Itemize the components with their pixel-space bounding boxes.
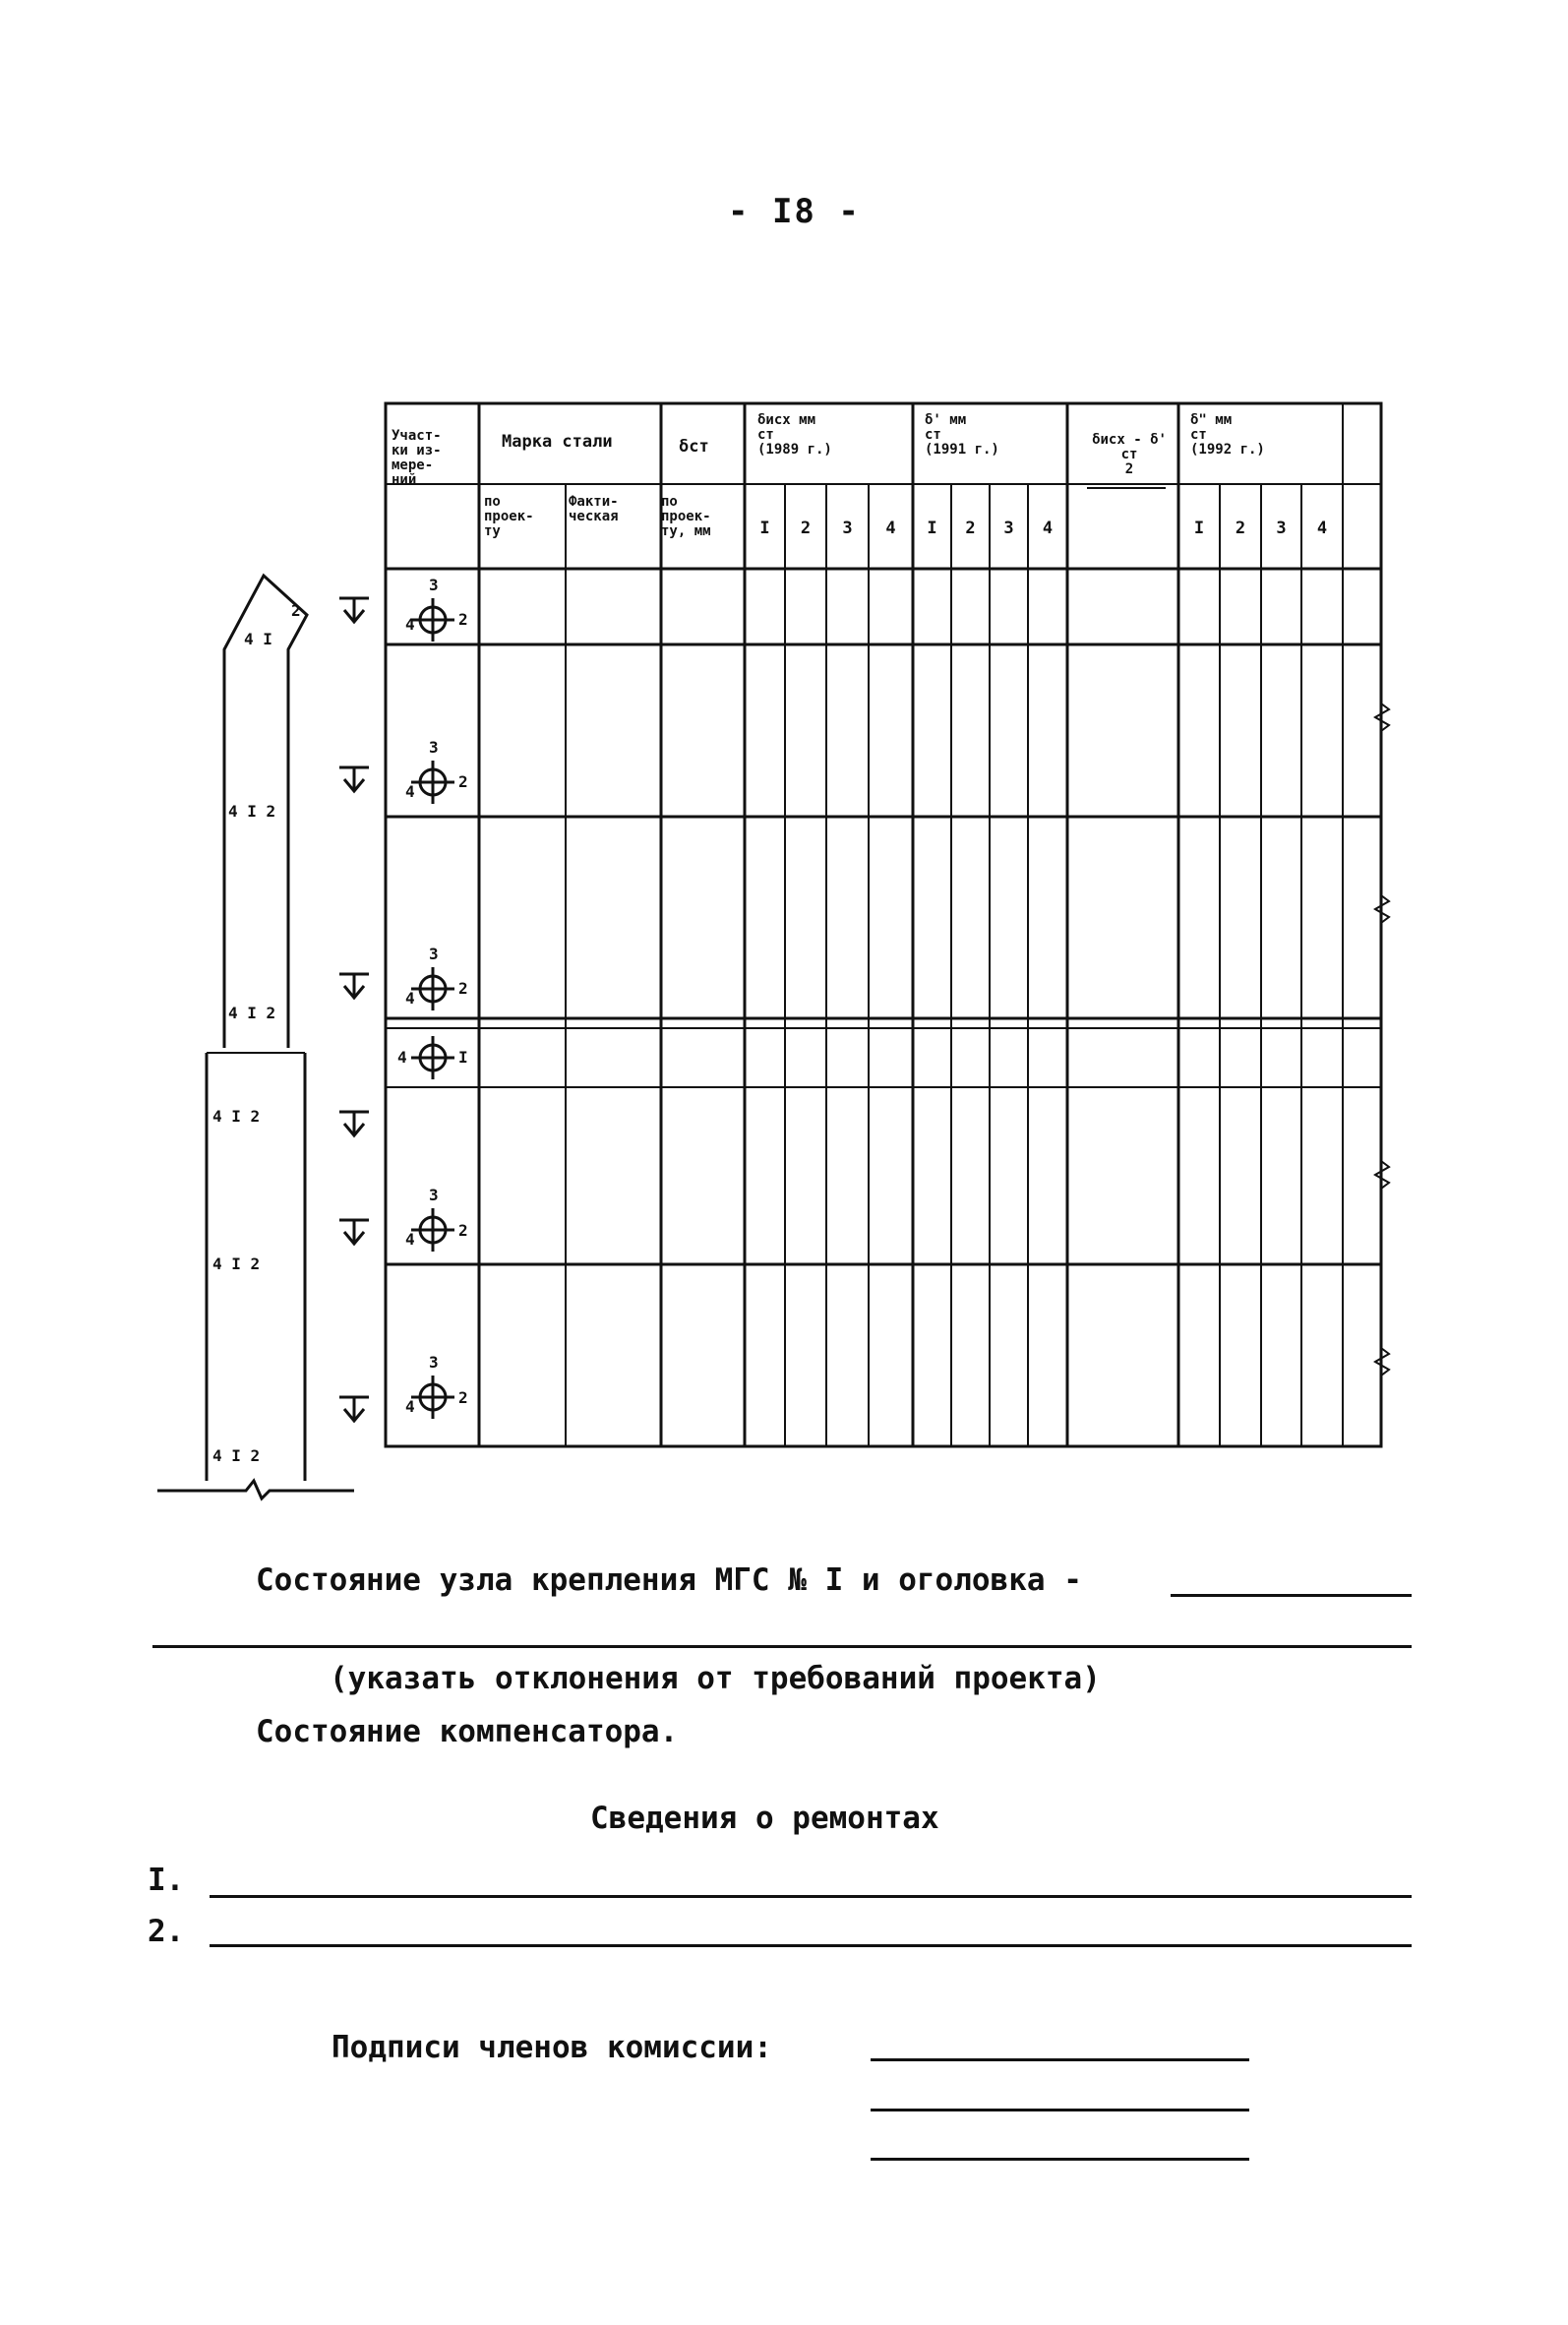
signature-line-1[interactable]	[871, 2058, 1249, 2061]
header-section: Участ- ки из- мере- ний	[392, 428, 442, 488]
svg-text:3: 3	[429, 738, 439, 757]
level-markers	[339, 598, 369, 1421]
svg-text:4: 4	[405, 782, 415, 801]
repair-item-2-line[interactable]	[210, 1944, 1412, 1947]
page-number: - I8 -	[728, 192, 861, 231]
subcol-1992-1: I	[1193, 519, 1205, 538]
svg-text:2: 2	[458, 979, 468, 998]
header-thickness: δст	[679, 437, 709, 457]
table-frame	[386, 403, 1381, 1446]
svg-text:4 I 2: 4 I 2	[212, 1446, 261, 1465]
svg-text:2: 2	[458, 1221, 468, 1240]
svg-text:3: 3	[429, 1353, 439, 1372]
repair-item-1-line[interactable]	[210, 1895, 1412, 1898]
subcol-1992-4: 4	[1316, 519, 1328, 538]
subcol-1989-4: 4	[885, 519, 896, 538]
subcol-1989-3: 3	[842, 519, 853, 538]
subcol-1991-2: 2	[965, 519, 976, 538]
header-steel: Марка стали	[502, 432, 613, 452]
signatures-label: Подписи членов комиссии:	[332, 2030, 772, 2065]
subcol-1991-1: I	[927, 519, 937, 538]
svg-text:4 I 2: 4 I 2	[228, 802, 276, 821]
subcol-1989-2: 2	[800, 519, 812, 538]
subcol-1992-3: 3	[1276, 519, 1287, 538]
repairs-title: Сведения о ремонтах	[590, 1801, 939, 1836]
header-group-1992: δ" мм ст (1992 г.)	[1190, 412, 1265, 458]
note-label: (указать отклонения от требований проекта)	[330, 1661, 1101, 1696]
svg-text:3: 3	[429, 945, 439, 963]
svg-text:2: 2	[458, 772, 468, 791]
svg-text:2: 2	[458, 610, 468, 629]
subcol-1991-4: 4	[1042, 519, 1054, 538]
mgs-state-blank[interactable]	[1171, 1594, 1412, 1597]
header-steel-project: по проек- ту	[484, 494, 534, 539]
section-symbols	[411, 598, 454, 1419]
header-steel-actual: Факти- ческая	[569, 494, 619, 524]
header-group-1989: δисх мм ст (1989 г.)	[757, 412, 832, 458]
svg-text:2: 2	[458, 1388, 468, 1407]
svg-text:4 I 2: 4 I 2	[228, 1004, 276, 1022]
subcol-1991-3: 3	[1003, 519, 1014, 538]
svg-text:4: 4	[405, 1397, 415, 1416]
svg-text:4: 4	[405, 615, 415, 634]
svg-text:3: 3	[429, 1186, 439, 1204]
svg-text:4: 4	[405, 989, 415, 1008]
header-group-ratio: δисх - δ' ст 2	[1092, 432, 1167, 477]
svg-text:4 I: 4 I	[244, 630, 272, 648]
subcol-1989-1: I	[759, 519, 770, 538]
svg-text:4 I 2: 4 I 2	[212, 1107, 261, 1126]
repair-item-1-number: I.	[148, 1863, 185, 1898]
repair-item-2-number: 2.	[148, 1914, 185, 1949]
signature-line-2[interactable]	[871, 2109, 1249, 2111]
header-thickness-sub: по проек- ту, мм	[661, 494, 711, 539]
signature-line-3[interactable]	[871, 2158, 1249, 2161]
svg-text:3: 3	[429, 576, 439, 594]
svg-text:4: 4	[405, 1230, 415, 1249]
mgs-state-blank-line2[interactable]	[152, 1645, 1412, 1648]
svg-text:I: I	[458, 1048, 468, 1067]
header-group-1991: δ' мм ст (1991 г.)	[925, 412, 999, 458]
svg-text:2: 2	[291, 601, 301, 620]
compensator-label: Состояние компенсатора.	[256, 1714, 679, 1749]
subcol-1992-2: 2	[1235, 519, 1246, 538]
svg-text:4 I 2: 4 I 2	[212, 1254, 261, 1273]
svg-text:4: 4	[397, 1048, 407, 1067]
mgs-state-label: Состояние узла крепления МГС № I и оголовка -	[256, 1562, 1082, 1598]
